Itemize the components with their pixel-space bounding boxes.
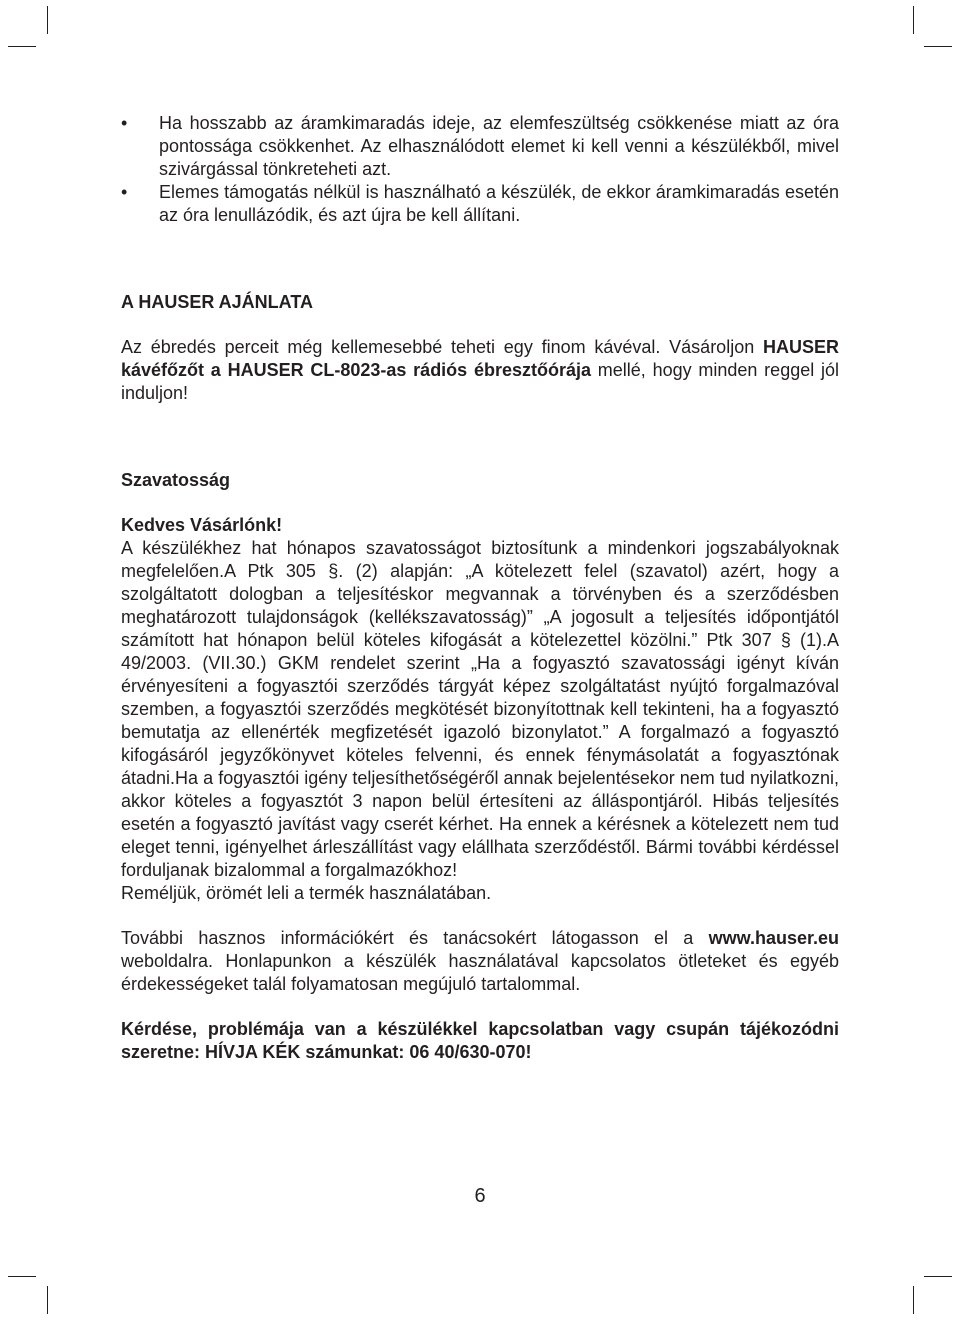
crop-mark-bottom-right-v — [913, 1286, 914, 1314]
warranty-heading: Szavatosság — [121, 470, 231, 490]
page-content — [121, 112, 839, 1064]
warranty-body: A készülékhez hat hónapos szavatosságot biztosítunk a mindenkori jogszabályoknak megfelelően.A Ptk 305 §. (2) alapján: „A kötelezett felel (szavatol) azért, hogy a szolgáltatott dologban a teljesítéskor megvannak a törvényben és a szerződésben meghatározott tulajdonságok (kellékszavatosság)” „A jogosult a teljesítés időpontjától számított hat hónapon belül köteles kifogását a kötelezettel közölni.” Ptk 307 § (1).A 49/2003. (VII.30.) GKM rendelet szerint „Ha a fogyasztó szavatossági igényt kíván érvényesíteni a fogyasztói szerződés tárgyát képez szolgáltatást nyújtó forgalmazóval szemben, a fogyasztói szerződés megkötését bizonyítottnak kell tekinteni, ha a fogyasztó bemutatja az ellenérték megfizetését igazoló bizonylatot.” A forgalmazó a fogyasztó kifogásáról jegyzőkönyvet köteles felvenni, és ennek fénymásolatát a fogyasztónak átadni.Ha a fogyasztói igény teljesíthetőségéről annak bejelentésekor nem tud nyilatkozni, akkor köteles a fogyasztót 3 napon belül értesíteni az álláspontjáról. Hibás teljesítés esetén a fogyasztó javítást vagy cserét kérhet. Ha ennek a kérésnek a kötelezett nem tud eleget tenni, igényelhet árleszállítást vagy elállhata szerződéstől. Bármi további kérdéssel forduljanak bizalommal a forgalmazókhoz! — [121, 538, 839, 880]
info-text-part1: További hasznos információkért és tanácsokért látogasson el a — [121, 928, 709, 948]
crop-mark-bottom-left-v — [47, 1286, 48, 1314]
crop-mark-top-right-h — [924, 46, 952, 47]
page-number: 6 — [474, 1185, 486, 1207]
crop-mark-top-left-h — [8, 46, 36, 47]
bullet-item — [121, 181, 839, 227]
hauser-offer-heading: A HAUSER AJÁNLATA — [121, 292, 313, 312]
crop-mark-bottom-right-h — [924, 1276, 952, 1277]
bullet-list — [121, 112, 839, 227]
info-text-part2: weboldalra. Honlapunkon a készülék használatával kapcsolatos ötleteket és egyéb érdekességeket talál folyamatosan megújuló tartalommal. — [121, 951, 839, 994]
bullet-item — [121, 112, 839, 181]
crop-mark-bottom-left-h — [8, 1276, 36, 1277]
hauser-offer-text-part1: Az ébredés perceit még kellemesebbé teheti egy finom kávéval. Vásároljon — [121, 337, 763, 357]
warranty-greeting: Kedves Vásárlónk! — [121, 515, 283, 535]
info-paragraph — [121, 927, 839, 996]
hauser-offer-text — [121, 336, 839, 405]
website-link[interactable]: www.hauser.eu — [708, 928, 839, 948]
hauser-offer-product: HAUSER kávéfőzőt a HAUSER CL-8023-as rádiós ébresztőórája — [121, 337, 839, 380]
bullet-text: Ha hosszabb az áramkimaradás ideje, az elemfeszültség csökkenése miatt az óra pontossága csökkenhet. Az elhasználódott elemet ki kell venni a készülékből, mivel szivárgással tönkreteheti azt. — [159, 113, 839, 179]
bullet-icon: • — [121, 113, 128, 133]
warranty-closing: Reméljük, örömét leli a termék használatában. — [121, 883, 492, 903]
bullet-icon: • — [121, 182, 128, 202]
call-to-action: Kérdése, problémája van a készülékkel kapcsolatban vagy csupán tájékozódni szeretne: HÍVJA KÉK számunkat: 06 40/630-070! — [121, 1019, 839, 1062]
bullet-text: Elemes támogatás nélkül is használható a készülék, de ekkor áramkimaradás esetén az óra lenullázódik, és azt újra be kell állítani. — [159, 182, 839, 225]
crop-mark-top-right-v — [913, 6, 914, 34]
crop-mark-top-left-v — [47, 6, 48, 34]
hauser-offer-text-part2: mellé, hogy minden reggel jól induljon! — [121, 360, 840, 403]
